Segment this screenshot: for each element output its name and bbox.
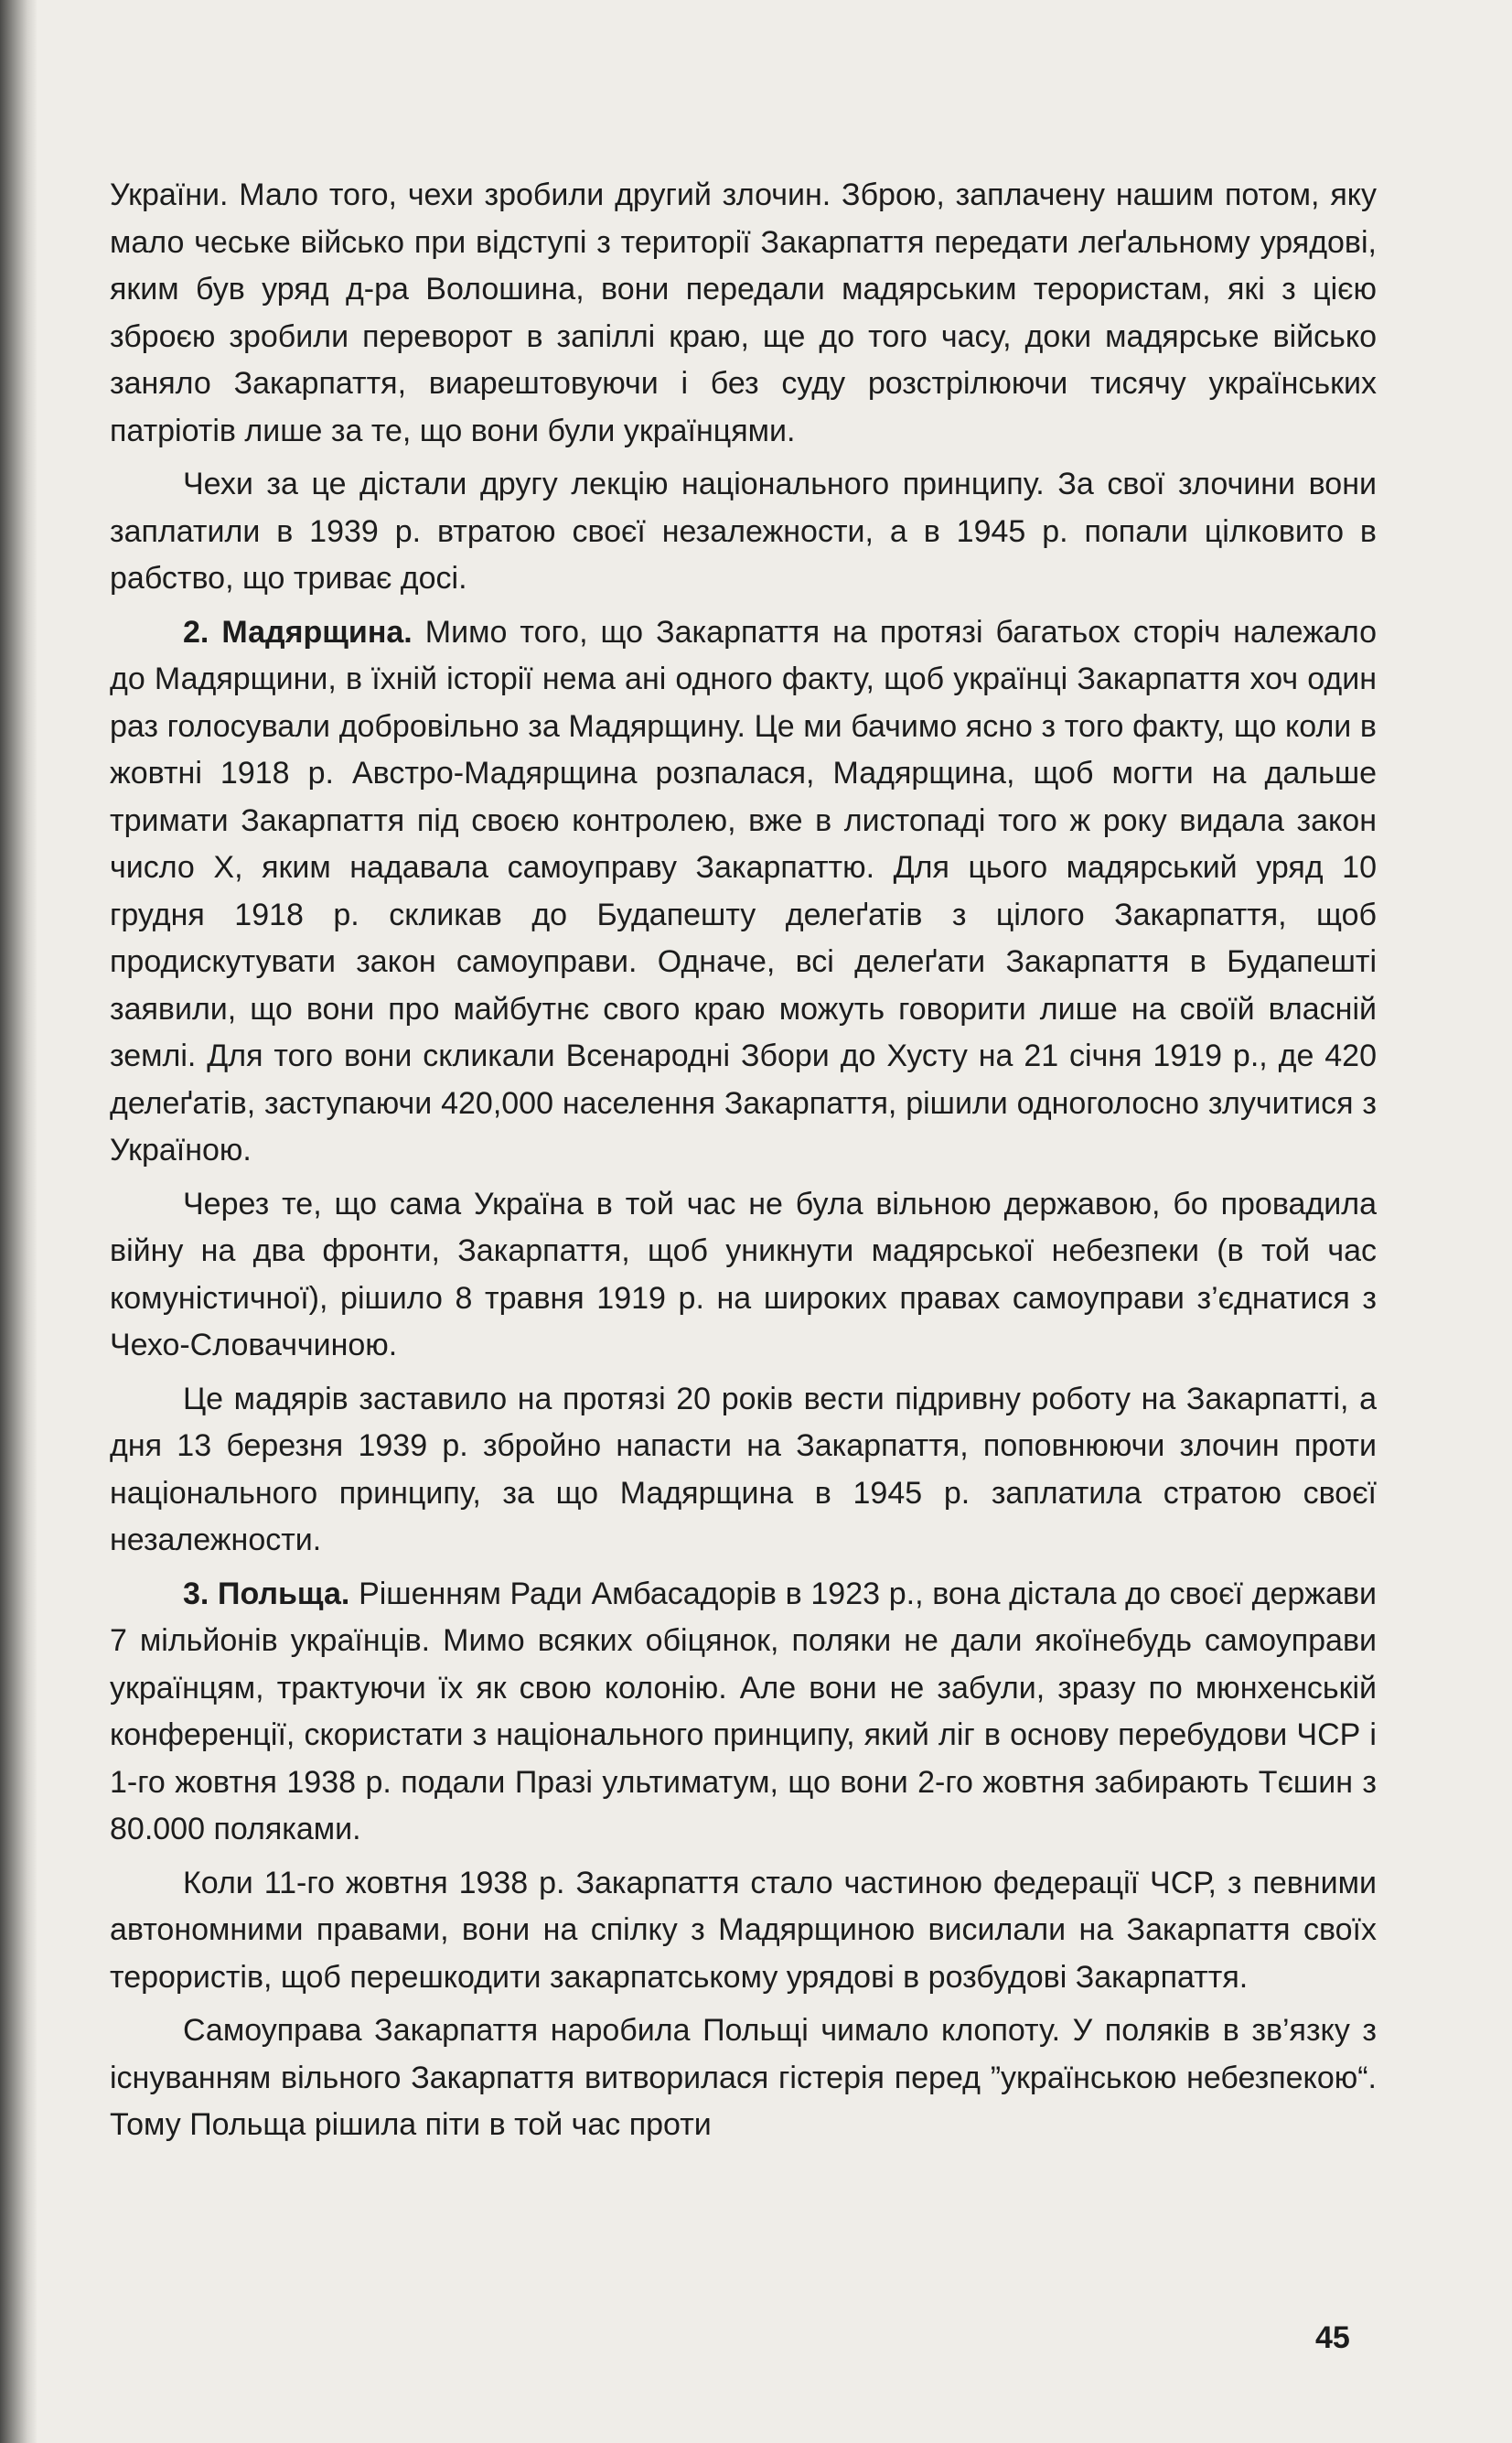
paragraph-text: Самоуправа Закарпаття наробила Польщі чимало клопоту. У поляків в зв’язку з існуванням вільного Закарпаття витворилася гістерія перед ”українською небезпекою“. Тому Польща рішила піти в той час проти: [110, 2013, 1377, 2142]
paragraph-1: [110, 172, 1377, 455]
paragraph-2: [110, 461, 1377, 603]
paragraph-text: Коли 11-го жовтня 1938 р. Закарпаття стало частиною федерації ЧСР, з певними автономними правами, вони на спілку з Мадярщиною висилали на Закарпаття своїх терористів, щоб перешкодити закарпатському урядові в розбудові Закарпаття.: [110, 1865, 1377, 1995]
paragraph-4: [110, 1181, 1377, 1370]
paragraph-text: Через те, що сама Україна в той час не була вільною державою, бо провадила війну на два фронти, Закарпаття, щоб уникнути мадярської небезпеки (в той час комуністичної), рішило 8 травня 1919 р. на широких правах самоуправи з’єднатися з Чехо-Словаччиною.: [110, 1186, 1377, 1362]
paragraph-8: [110, 2007, 1377, 2149]
paragraph-text: Рішенням Ради Амбасадорів в 1923 р., вона дістала до своєї держави 7 мільйонів українців. Мимо всяких обіцянок, поляки не дали якоїнебудь самоуправи українцям, трактуючи їх як свою колонію. Але вони не забули, зразу по мюнхенській конференції, скористати з національного принципу, який ліг в основу перебудови ЧСР і 1-го жовтня 1938 р. подали Празі ультиматум, що вони 2-го жовтня забирають Тєшин з 80.000 поляками.: [110, 1576, 1377, 1846]
section-heading-poland: 3. Польща.: [183, 1576, 350, 1611]
paragraph-5: [110, 1376, 1377, 1565]
paragraph-text: України. Мало того, чехи зробили другий злочин. Зброю, заплачену нашим потом, яку мало чеське військо при відступі з території Закарпаття передати леґальному урядові, яким був уряд д-ра Волошина, вони передали мадярським терористам, які з цією зброєю зробили переворот в запіллі краю, ще до того часу, доки мадярське військо заняло Закарпаття, виарештовуючи і без суду розстрілюючи тисячу українських патріотів лише за те, що вони були українцями.: [110, 178, 1377, 448]
body-text: [110, 172, 1377, 2149]
paragraph-text: Це мадярів заставило на протязі 20 років вести підривну роботу на Закарпатті, а дня 13 березня 1939 р. збройно напасти на Закарпаття, поповнюючи злочин проти національного принципу, за що Мадярщина в 1945 р. заплатила стратою своєї незалежности.: [110, 1381, 1377, 1557]
book-page: [37, 0, 1512, 2443]
paragraph-7: [110, 1860, 1377, 2002]
section-heading-hungary: 2. Мадярщина.: [183, 614, 413, 650]
paragraph-3-hungary: [110, 609, 1377, 1175]
paragraph-6-poland: [110, 1571, 1377, 1854]
binding-shadow: [0, 0, 37, 2443]
page-number: 45: [1315, 2320, 1350, 2355]
paragraph-text: Чехи за це дістали другу лекцію національного принципу. За свої злочини вони заплатили в 1939 р. втратою своєї незалежности, а в 1945 р. попали цілковито в рабство, що триває досі.: [110, 467, 1377, 596]
paragraph-text: Мимо того, що Закарпаття на протязі багатьох сторіч належало до Мадярщини, в їхній історії нема ані одного факту, щоб українці Закарпаття хоч один раз голосували добровільно за Мадярщину. Це ми бачимо ясно з того факту, що коли в жовтні 1918 р. Австро-Мадярщина розпалася, Мадярщина, щоб могти на дальше тримати Закарпаття під своєю контролею, вже в листопаді того ж року видала закон число X, яким надавала самоуправу Закарпаттю. Для цього мадярський уряд 10 грудня 1918 р. скликав до Будапешту делеґатів з цілого Закарпаття, щоб продискутувати закон самоуправи. Одначе, всі делеґати Закарпаття в Будапешті заявили, що вони про майбутнє свого краю можуть говорити лише на своїй власній землі. Для того вони скликали Всенародні Збори до Хусту на 21 січня 1919 р., де 420 делеґатів, заступаючи 420,000 населення Закарпаття, рішили одноголосно злучитися з Україною.: [110, 614, 1377, 1168]
